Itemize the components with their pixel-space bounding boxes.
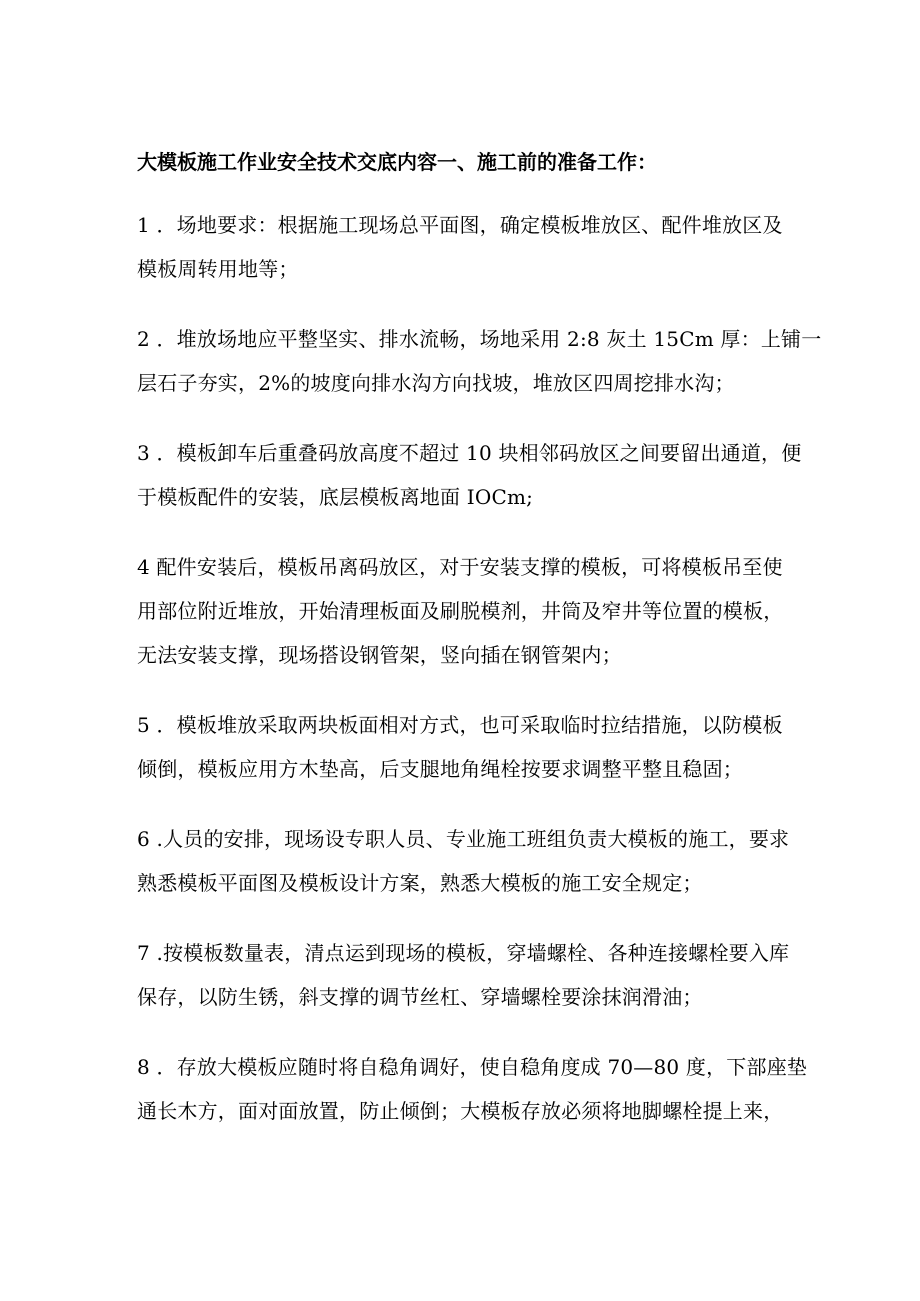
paragraph-line: 模板周转用地等； [137, 257, 299, 281]
document-title: 大模板施工作业安全技术交底内容一、施工前的准备工作： [137, 150, 657, 174]
paragraph-line: 用部位附近堆放，开始清理板面及刷脱模剂，井筒及窄井等位置的模板， [137, 599, 784, 623]
paragraph-5 [137, 703, 792, 791]
paragraph-line: 保存，以防生锈，斜支撑的调节丝杠、穿墙螺栓要涂抹润滑油； [137, 985, 703, 1009]
paragraph-line: 于模板配件的安装，底层模板离地面 IOCm; [137, 485, 534, 509]
paragraph-line: 层石子夯实，2%的坡度向排水沟方向找坡，堆放区四周挖排水沟； [137, 371, 735, 395]
paragraph-line: 2 ．堆放场地应平整坚实、排水流畅，场地采用 2:8 灰土 15Cm 厚：上铺一 [137, 327, 822, 351]
paragraph-line: 倾倒，模板应用方木垫高，后支腿地角绳栓按要求调整平整且稳固； [137, 757, 743, 781]
paragraph-line: 4 配件安装后，模板吊离码放区，对于安装支撑的模板，可将模板吊至使 [137, 555, 783, 579]
document-body [137, 145, 822, 1159]
paragraph-3 [137, 431, 802, 519]
paragraph-line: 无法安装支撑，现场搭设钢管架，竖向插在钢管架内； [137, 643, 622, 667]
paragraph-7 [137, 931, 792, 1019]
paragraph-line: 通长木方，面对面放置，防止倾倒；大模板存放必须将地脚螺栓提上来， [137, 1099, 784, 1123]
paragraph-line: 6 .人员的安排，现场设专职人员、专业施工班组负责大模板的施工，要求 [137, 827, 790, 851]
paragraph-6 [137, 817, 792, 905]
paragraph-line: 熟悉模板平面图及模板设计方案，熟悉大模板的施工安全规定； [137, 871, 703, 895]
paragraph-line: 5 ．模板堆放采取两块板面相对方式，也可采取临时拉结措施，以防模板 [137, 713, 783, 737]
paragraph-line: 8 ．存放大模板应随时将自稳角调好，使自稳角度成 70—80 度，下部座垫 [137, 1055, 808, 1079]
paragraph-4 [137, 545, 792, 677]
paragraph-line: 3 ．模板卸车后重叠码放高度不超过 10 块相邻码放区之间要留出通道，便 [137, 441, 802, 465]
paragraph-1 [137, 203, 792, 291]
paragraph-2 [137, 317, 822, 405]
paragraph-line: 1 ．场地要求：根据施工现场总平面图，确定模板堆放区、配件堆放区及 [137, 213, 783, 237]
paragraph-8 [137, 1045, 808, 1133]
paragraph-line: 7 .按模板数量表，清点运到现场的模板，穿墙螺栓、各种连接螺栓要入库 [137, 941, 790, 965]
